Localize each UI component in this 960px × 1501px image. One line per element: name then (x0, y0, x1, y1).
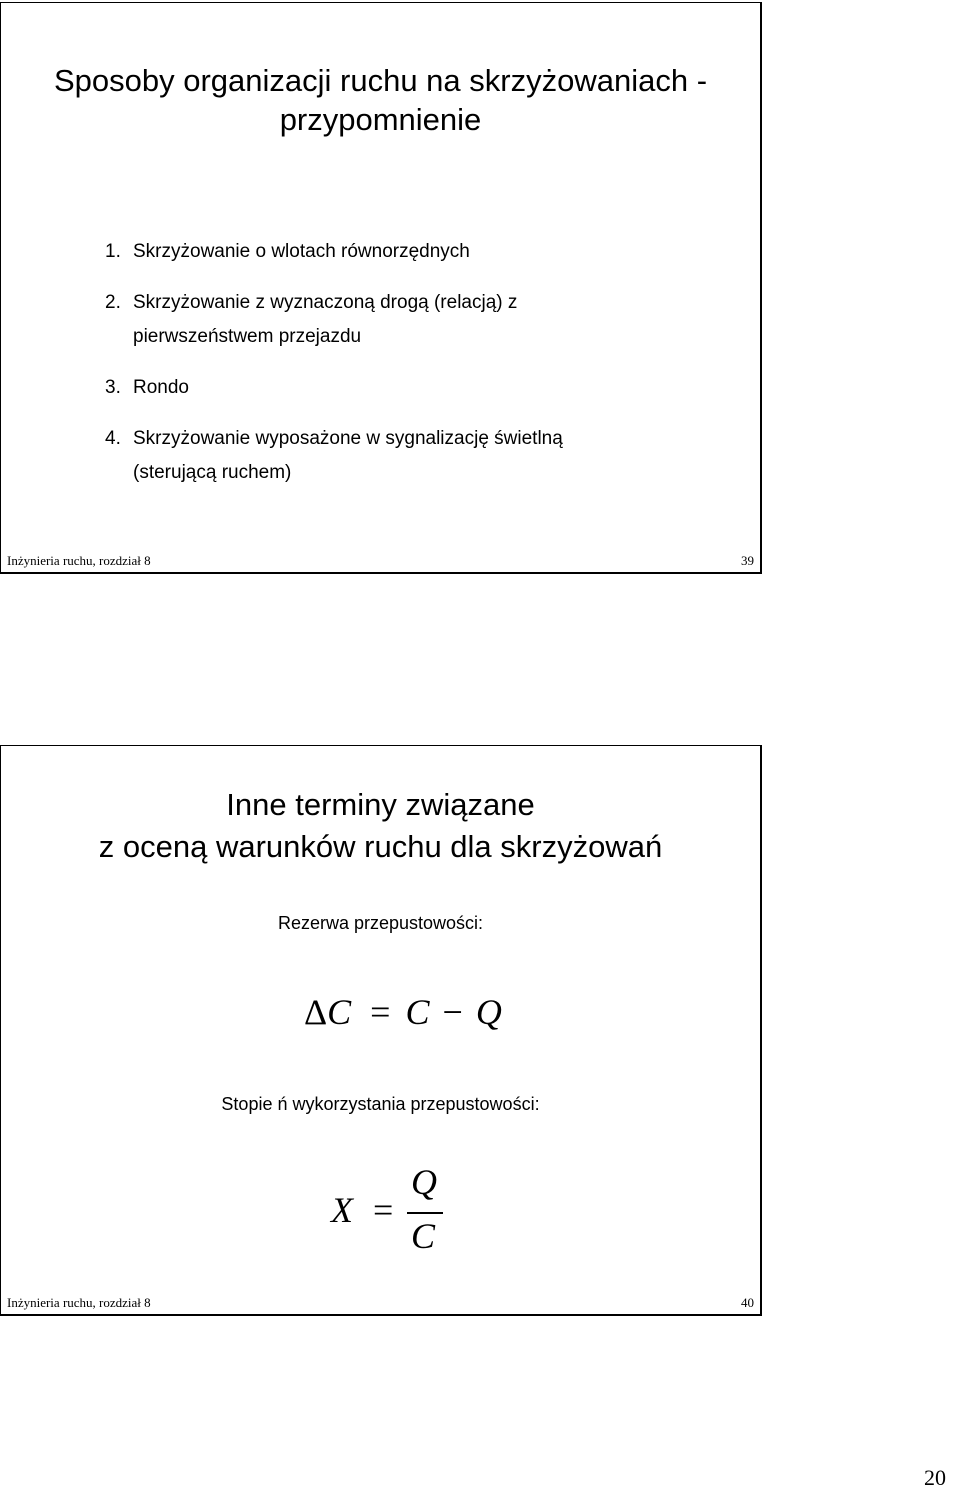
reserve-label: Rezerwa przepustowości: (277, 913, 484, 933)
list-item (105, 422, 563, 490)
slide-39 (0, 2, 762, 574)
formula-lhs: X (331, 1190, 353, 1230)
delta-symbol: Δ (304, 992, 328, 1032)
list-text: Skrzyżowanie o wlotach równorzędnych (133, 241, 470, 262)
list-number: 2. (105, 292, 121, 313)
organization-list (105, 235, 563, 507)
list-text-continued: pierwszeństwem przejazdu (133, 326, 362, 347)
list-text: Skrzyżowanie z wyznaczoną drogą (relacją) z (133, 292, 518, 313)
slide-footer: Inżynieria ruchu, rozdział 8 (7, 553, 151, 568)
list-number: 1. (105, 241, 121, 262)
slide-footer: Inżynieria ruchu, rozdział 8 (7, 1295, 151, 1310)
slide-title (1, 784, 760, 868)
list-number: 4. (105, 428, 121, 449)
utilization-label: Stopie ń wykorzystania przepustowości: (221, 1094, 540, 1114)
slide-40 (0, 745, 762, 1316)
slide-title-line1: Inne terminy związane (226, 787, 535, 822)
fraction-numerator: Q (411, 1162, 437, 1202)
slide-number: 39 (741, 553, 754, 568)
list-item (105, 371, 563, 405)
formula-lhs: C (327, 992, 352, 1032)
slide-number: 40 (741, 1295, 754, 1310)
list-item (105, 286, 563, 354)
formula-c: C (405, 992, 430, 1032)
reserve-formula (304, 991, 502, 1033)
slide-title-line2: z oceną warunków ruchu dla skrzyżowań (98, 829, 663, 864)
slide-title: Sposoby organizacji ruchu na skrzyżowaniach - przypomnienie (53, 63, 708, 137)
equals-sign: = (373, 1190, 394, 1230)
formula-q: Q (475, 992, 502, 1032)
list-number: 3. (105, 377, 121, 398)
page-number: 20 (924, 1465, 946, 1490)
list-text: Skrzyżowanie wyposażone w sygnalizację świetlną (133, 428, 563, 449)
list-item (105, 235, 563, 269)
fraction-denominator: C (411, 1216, 436, 1256)
list-text: Rondo (133, 377, 189, 398)
equals-sign: = (370, 992, 391, 1032)
utilization-formula (331, 1161, 471, 1261)
minus-sign: − (442, 992, 463, 1032)
fraction-bar (407, 1212, 443, 1214)
list-text-continued: (sterującą ruchem) (133, 462, 292, 483)
